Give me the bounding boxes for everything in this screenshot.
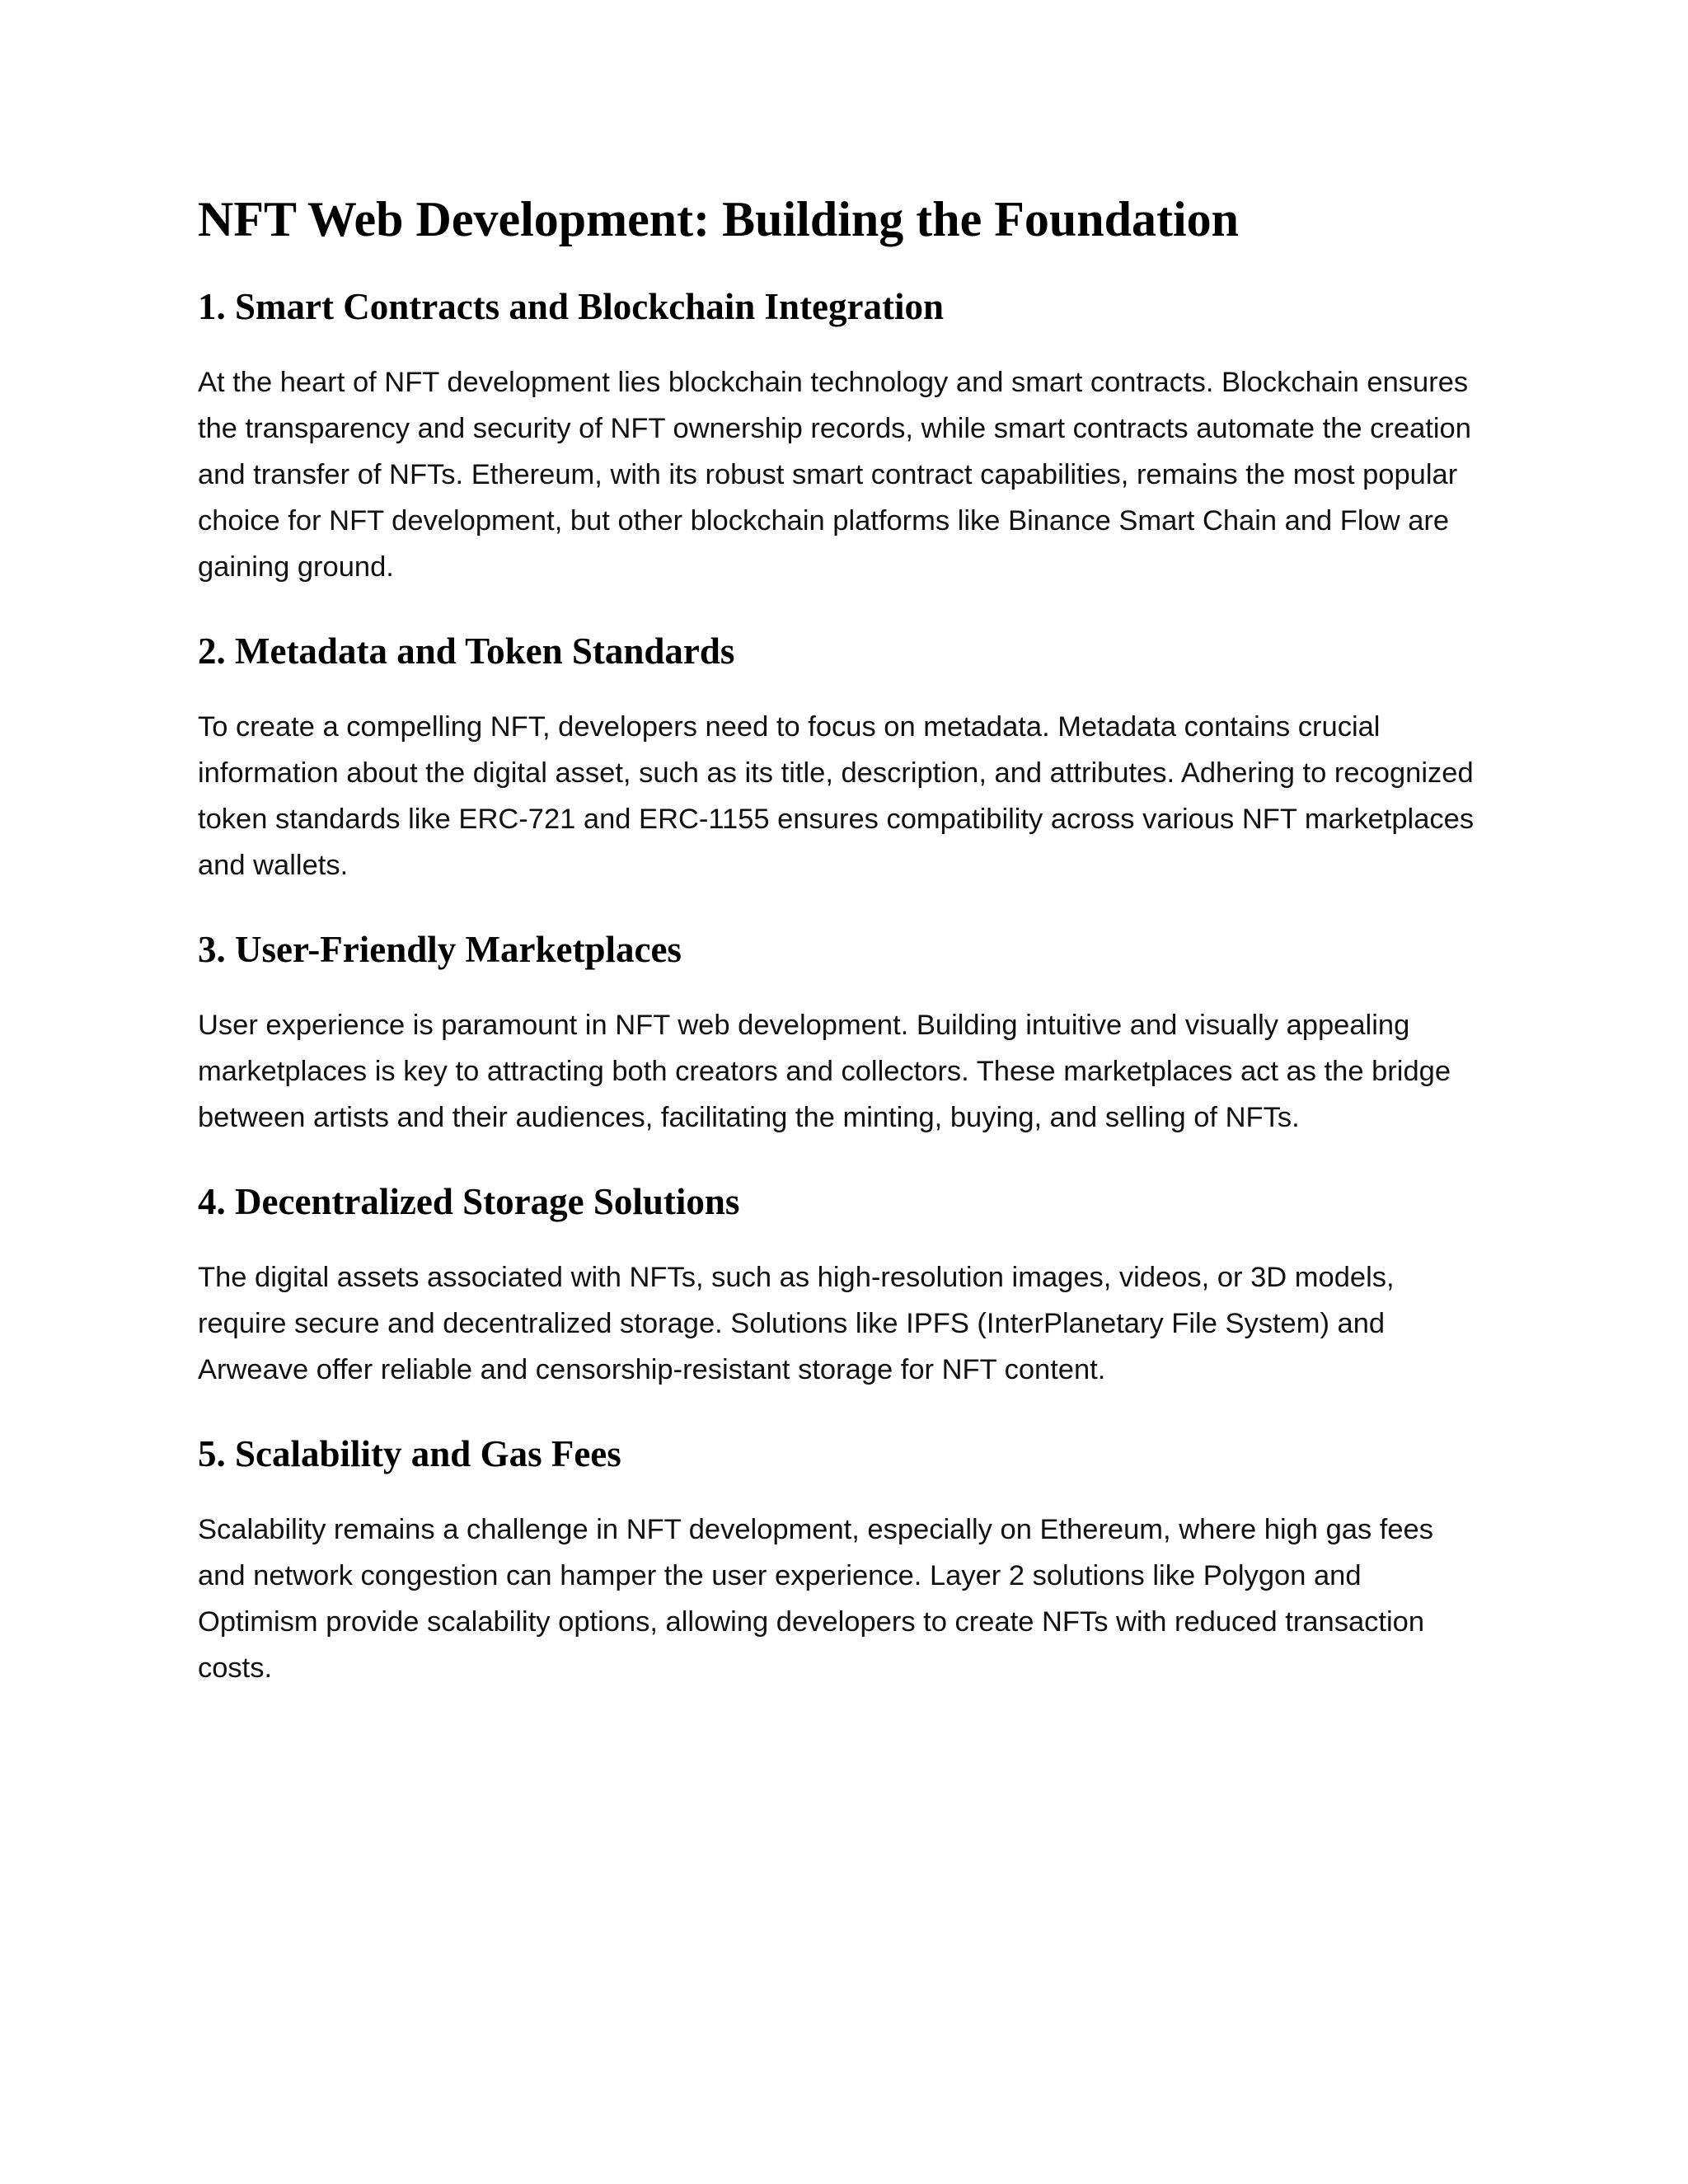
section-decentralized-storage: [198, 1179, 1484, 1393]
section-scalability-gas: [198, 1431, 1484, 1691]
section-heading: 5. Scalability and Gas Fees: [198, 1433, 621, 1474]
document-page: [198, 190, 1484, 1729]
section-paragraph: The digital assets associated with NFTs, such as high-resolution images, videos, or 3D models, require secure and decentralized storage. Solutions like IPFS (InterPlanetary File System) and Arweave offer reliable and censorship-resistant storage for NFT content.: [198, 1262, 1395, 1385]
section-heading: 1. Smart Contracts and Blockchain Integration: [198, 286, 945, 327]
section-metadata-standards: [198, 628, 1484, 888]
section-paragraph: At the heart of NFT development lies blockchain technology and smart contracts. Blockchain ensures the transparency and security of NFT ownership records, while smart contracts automate the creation and transfer of NFTs. Ethereum, with its robust smart contract capabilities, remains the most popular choice for NFT development, but other blockchain platforms like Binance Smart Chain and Flow are gaining ground.: [198, 367, 1471, 583]
section-paragraph: Scalability remains a challenge in NFT development, especially on Ethereum, where high gas fees and network congestion can hamper the user experience. Layer 2 solutions like Polygon and Optimism provide scalability options, allowing developers to create NFTs with reduced transaction costs.: [198, 1514, 1433, 1684]
section-smart-contracts: [198, 284, 1484, 590]
section-heading: 2. Metadata and Token Standards: [198, 630, 735, 672]
document-title: NFT Web Development: Building the Foundation: [198, 192, 1239, 246]
section-heading: 4. Decentralized Storage Solutions: [198, 1181, 740, 1222]
section-heading: 3. User-Friendly Marketplaces: [198, 929, 682, 970]
section-marketplaces: [198, 926, 1484, 1141]
section-paragraph: User experience is paramount in NFT web development. Building intuitive and visually appealing marketplaces is key to attracting both creators and collectors. These marketplaces act as the bridge between artists and their audiences, facilitating the minting, buying, and selling of NFTs.: [198, 1010, 1451, 1133]
section-paragraph: To create a compelling NFT, developers need to focus on metadata. Metadata contains crucial information about the digital asset, such as its title, description, and attributes. Adhering to recognized token standards like ERC-721 and ERC-1155 ensures compatibility across various NFT marketplaces and wallets.: [198, 711, 1475, 881]
